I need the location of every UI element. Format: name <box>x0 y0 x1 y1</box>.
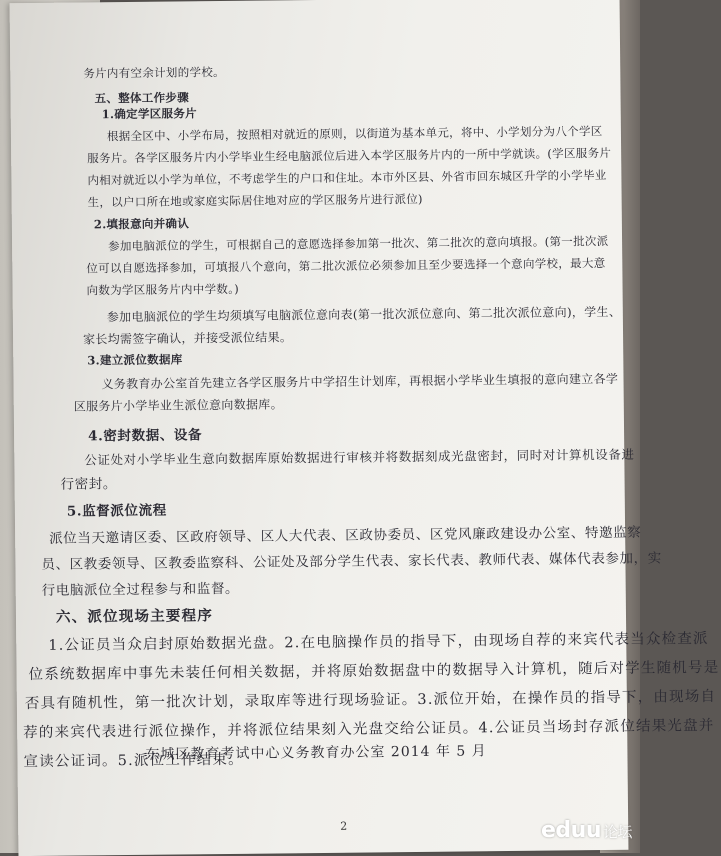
site-watermark <box>541 818 632 843</box>
subsection-heading: 4.密封数据、设备 <box>88 427 203 445</box>
body-line: 员、区教委领导、区教委监察科、公证处及部分学生代表、家长代表、教师代表、媒体代表参加，实 <box>41 550 662 573</box>
body-line: 根据全区中、小学布局，按照相对就近的原则，以街道为基本单元，将中、小学划分为八个学区 <box>106 124 603 144</box>
body-line: 否具有随机性，第一批次计划，录取库等进行现场验证。3.派位开始，在操作员的指导下，由现场自 <box>24 688 717 713</box>
section-heading: 五、整体工作步骤 <box>94 90 190 106</box>
body-line: 内相对就近以小学为单位，不考虑学生的户口和住址。本市外区县、外省市回东城区升学的小学毕业 <box>87 167 607 188</box>
body-line: 义务教育办公室首先建立各学区服务片中学招生计划库，再根据小学毕业生填报的意向建立各学 <box>101 371 619 392</box>
subsection-heading: 5.监督派位流程 <box>66 502 167 520</box>
body-line: 生，以户口所在地或家庭实际居住地对应的学区服务片进行派位) <box>87 191 423 210</box>
body-line: 向数为学区服务片内中学数。) <box>86 281 240 298</box>
subsection-heading: 1.确定学区服务片 <box>101 106 198 122</box>
body-line: 荐的来宾代表进行派位操作，并将派位结果刻入光盘交给公证员。4.公证员当场封存派位结果光盘并 <box>23 717 715 742</box>
body-line: 派位当天邀请区委、区政府领导、区人大代表、区政协委员、区党风廉政建设办公室、特邀监察 <box>49 524 642 547</box>
body-line: 行电脑派位全过程参与和监督。 <box>41 580 240 599</box>
body-line: 服务片。各学区服务片内小学毕业生经电脑派位后进入本学区服务片内的一所中学就读。(学区服务片 <box>87 145 612 166</box>
body-line: 公证处对小学毕业生意向数据库原始数据进行审核并将数据刻成光盘密封，同时对计算机设备进 <box>84 446 635 468</box>
document-page <box>10 0 720 856</box>
body-line: 宣读公证词。5.派位工作结束。 <box>23 751 244 771</box>
body-line: 务片内有空余计划的学校。 <box>83 64 225 81</box>
section-heading: 六、派位现场主要程序 <box>55 607 214 626</box>
subsection-heading: 2.填报意向并确认 <box>93 216 190 232</box>
body-line: 区服务片小学毕业生派位意向数据库。 <box>73 397 283 414</box>
watermark-brand: eduu <box>540 818 601 843</box>
watermark-suffix: 论坛 <box>602 823 632 841</box>
body-line: 参加电脑派位的学生均须填写电脑派位意向表(第一批次派位意向、第二批次派位意向)，学生、 <box>106 304 622 325</box>
body-line: 家长均需签字确认，并接受派位结果。 <box>83 330 293 347</box>
body-line: 位系统数据库中事先未装任何相关数据，并将原始数据盘中的数据导入计算机，随后对学生随机号是 <box>28 659 720 684</box>
body-line: 1.公证员当众启封原始数据光盘。2.在电脑操作员的指导下，由现场自荐的来宾代表当众检查派 <box>48 630 709 654</box>
document-footer: 东城区教育考试中心义务教育办公室 2014 年 5 月 <box>145 743 487 763</box>
body-line: 参加电脑派位的学生，可根据自己的意愿选择参加第一批次、第二批次的意向填报。(第一批次派 <box>108 233 609 254</box>
body-line: 行密封。 <box>60 476 118 493</box>
subsection-heading: 3.建立派位数据库 <box>87 352 183 368</box>
page-number: 2 <box>340 819 348 833</box>
body-line: 位可以自愿选择参加，可填报八个意向，第二批次派位必须参加且至少要选择一个意向学校，最大意 <box>86 255 606 276</box>
